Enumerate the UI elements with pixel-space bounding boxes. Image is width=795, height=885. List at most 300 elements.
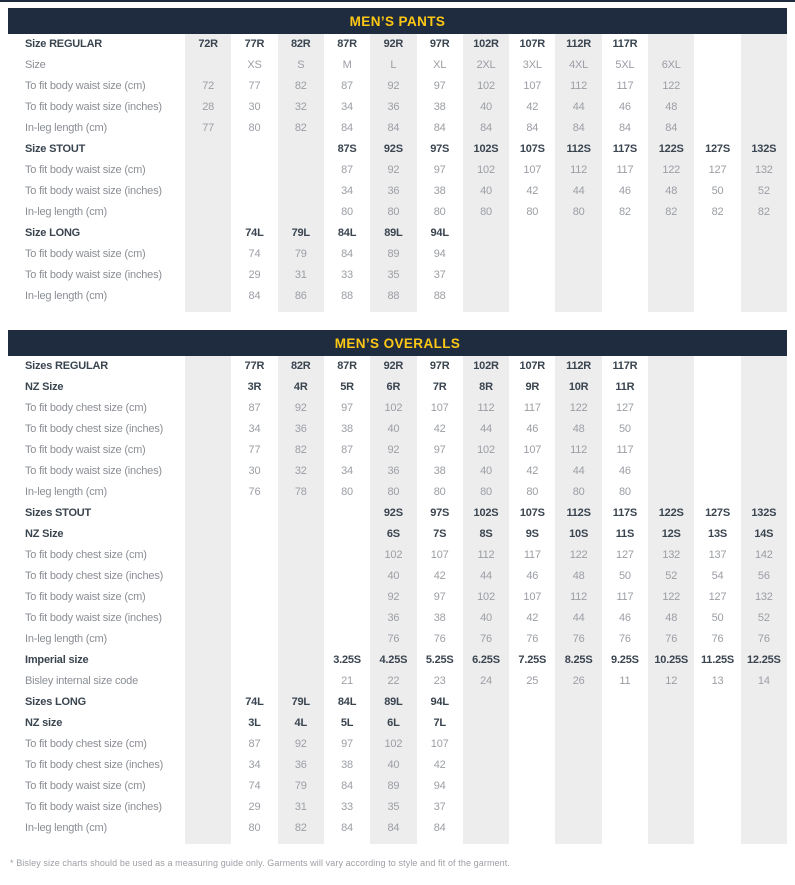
table-spacer <box>694 307 740 312</box>
table-cell: 32 <box>278 97 324 118</box>
table-cell: 112R <box>555 356 601 377</box>
table-cell: 46 <box>618 101 631 113</box>
table-cell: M <box>342 59 352 71</box>
table-cell: 40 <box>370 755 416 776</box>
table-cell <box>231 545 277 566</box>
table-cell: 92S <box>370 139 416 160</box>
table-cell: 40 <box>463 461 509 482</box>
table-cell: 122 <box>648 587 694 608</box>
table-cell: 112S <box>555 503 601 524</box>
table-cell: 94L <box>430 227 449 239</box>
table-cell <box>648 440 694 461</box>
table-cell: 80 <box>526 486 539 498</box>
table-cell: 76 <box>463 629 509 650</box>
row-label: To fit body chest size (cm) <box>25 402 147 414</box>
table-cell <box>185 608 231 629</box>
table-cell: 87 <box>248 402 261 414</box>
table-cell: 107R <box>519 360 546 372</box>
table-cell: 102 <box>463 440 509 461</box>
table-cell <box>648 223 694 244</box>
table-cell: 122 <box>555 545 601 566</box>
table-cell: 97S <box>430 143 450 155</box>
table-cell: 12.25S <box>741 650 787 671</box>
table-cell: 82 <box>741 202 787 223</box>
table-cell: 107 <box>430 549 449 561</box>
row-label: In-leg length (cm) <box>25 633 107 645</box>
table-cell: 6L <box>370 713 416 734</box>
table-cell: 40 <box>370 419 416 440</box>
table-spacer <box>602 839 648 844</box>
table-cell: 92 <box>370 440 416 461</box>
table-cell: 5R <box>340 381 354 393</box>
table-cell: 37 <box>433 269 446 281</box>
table-cell: 87R <box>337 38 357 50</box>
table-cell <box>694 34 740 55</box>
table-cell <box>278 650 324 671</box>
table-cell <box>185 734 231 755</box>
table-cell <box>463 776 509 797</box>
table-cell <box>463 797 509 818</box>
table-cell <box>648 755 694 776</box>
table-cell: 25 <box>526 675 539 687</box>
table-cell: 6.25S <box>463 650 509 671</box>
table-cell <box>694 118 740 139</box>
table-cell <box>278 202 324 223</box>
table-cell <box>185 440 231 461</box>
table-cell: 107 <box>430 738 449 750</box>
table-cell: 76 <box>370 629 416 650</box>
row-label: In-leg length (cm) <box>25 122 107 134</box>
table-cell <box>324 503 370 524</box>
table-cell: 107 <box>523 164 542 176</box>
table-cell: 24 <box>463 671 509 692</box>
table-title-bar <box>8 8 787 34</box>
table-cell: 11S <box>615 528 635 540</box>
table-cell <box>185 55 231 76</box>
table-cell: 11R <box>615 381 635 393</box>
table-cell <box>741 482 787 503</box>
table-cell: 13 <box>711 675 724 687</box>
row-label: To fit body waist size (inches) <box>25 185 162 197</box>
table-cell <box>694 419 740 440</box>
table-cell: 84 <box>248 290 261 302</box>
table-cell <box>509 692 555 713</box>
table-cell: 14S <box>741 524 787 545</box>
table-cell <box>185 566 231 587</box>
table-cell <box>694 776 740 797</box>
table-spacer <box>231 307 277 312</box>
table-cell <box>555 713 601 734</box>
row-label: To fit body waist size (cm) <box>25 80 146 92</box>
table-cell <box>741 118 787 139</box>
row-label: Size LONG <box>25 227 81 239</box>
row-label: To fit body waist size (cm) <box>25 444 146 456</box>
table-cell <box>648 419 694 440</box>
table-cell: 87 <box>341 80 353 92</box>
table-cell <box>185 461 231 482</box>
table-cell: 8.25S <box>555 650 601 671</box>
table-cell: 82 <box>648 202 694 223</box>
table-cell <box>463 286 509 307</box>
table-cell: 4R <box>278 377 324 398</box>
table-cell: 42 <box>433 759 446 771</box>
table-cell: 82 <box>618 206 631 218</box>
table-cell: 3.25S <box>333 654 361 666</box>
table-cell <box>509 776 555 797</box>
table-cell: 36 <box>370 181 416 202</box>
table-spacer <box>324 307 370 312</box>
table-cell: 102 <box>463 160 509 181</box>
table-cell: 88 <box>341 290 353 302</box>
table-cell: 107 <box>523 444 542 456</box>
table-cell: 117R <box>612 38 638 50</box>
table-cell <box>741 286 787 307</box>
table-cell <box>185 776 231 797</box>
table-cell: 50 <box>618 570 631 582</box>
table-cell <box>741 461 787 482</box>
table-cell: 50 <box>618 423 631 435</box>
row-label: To fit body waist size (cm) <box>25 248 146 260</box>
table-cell: 7.25S <box>518 654 547 666</box>
table-cell: 32 <box>278 461 324 482</box>
table-cell: 97 <box>433 591 446 603</box>
table-cell <box>231 524 277 545</box>
table-cell: 79L <box>278 692 324 713</box>
table-cell <box>185 160 231 181</box>
table-cell: 112S <box>555 139 601 160</box>
table-cell <box>185 377 231 398</box>
table-cell <box>509 244 555 265</box>
table-cell <box>509 265 555 286</box>
table-cell: 42 <box>526 465 539 477</box>
table-cell: 23 <box>433 675 446 687</box>
table-cell <box>602 223 648 244</box>
row-label: NZ Size <box>25 381 64 393</box>
table-cell <box>694 356 740 377</box>
table-spacer <box>741 839 787 844</box>
table-cell: 46 <box>618 185 631 197</box>
table-cell: 12 <box>648 671 694 692</box>
table-cell: 80 <box>463 202 509 223</box>
table-cell <box>694 244 740 265</box>
table-title: MEN’S OVERALLS <box>334 335 461 351</box>
table-cell <box>648 734 694 755</box>
table-cell: 9S <box>525 528 539 540</box>
table-cell: 40 <box>463 608 509 629</box>
row-label: Sizes LONG <box>25 696 86 708</box>
row-label: In-leg length (cm) <box>25 822 107 834</box>
table-cell: 50 <box>711 612 724 624</box>
row-label: To fit body waist size (cm) <box>25 164 146 176</box>
row-label: Size <box>25 59 46 71</box>
table-cell: 77 <box>248 444 261 456</box>
table-cell: 89 <box>370 244 416 265</box>
table-cell: 84 <box>555 118 601 139</box>
table-cell <box>463 818 509 839</box>
table-cell <box>185 139 231 160</box>
table-cell <box>185 650 231 671</box>
table-cell <box>185 818 231 839</box>
table-cell <box>231 181 277 202</box>
table-cell: 77 <box>185 118 231 139</box>
row-label: To fit body waist size (cm) <box>25 591 146 603</box>
table-cell <box>741 692 787 713</box>
table-cell: 74 <box>248 248 261 260</box>
table-cell: 92S <box>370 503 416 524</box>
table-cell: 82R <box>278 34 324 55</box>
table-cell: 97R <box>429 360 450 372</box>
table-cell <box>278 629 324 650</box>
table-cell <box>602 755 648 776</box>
table-cell: 33 <box>341 269 353 281</box>
table-cell: XS <box>247 59 262 71</box>
row-label: Bisley internal size code <box>25 675 139 687</box>
table-cell <box>694 223 740 244</box>
table-cell: 107S <box>519 507 545 519</box>
table-cell: 9.25S <box>611 654 639 666</box>
table-cell <box>741 755 787 776</box>
table-cell: 28 <box>185 97 231 118</box>
table-cell <box>185 587 231 608</box>
row-label: To fit body chest size (cm) <box>25 738 147 750</box>
table-spacer <box>741 307 787 312</box>
table-cell <box>324 566 370 587</box>
table-cell <box>648 34 694 55</box>
table-cell: 92R <box>370 356 416 377</box>
table-cell: 92R <box>370 34 416 55</box>
table-cell: 56 <box>741 566 787 587</box>
table-cell: 92 <box>370 587 416 608</box>
table-cell: 79L <box>278 223 324 244</box>
table-cell <box>324 524 370 545</box>
table-spacer <box>8 307 185 312</box>
table-spacer <box>8 839 185 844</box>
table-cell: 5.25S <box>425 654 454 666</box>
table-cell: 127 <box>616 402 634 414</box>
table-cell <box>324 629 370 650</box>
table-cell: 84 <box>433 822 446 834</box>
row-label: To fit body waist size (inches) <box>25 101 162 113</box>
table-cell: 48 <box>555 419 601 440</box>
table-cell <box>185 692 231 713</box>
table-cell: 84 <box>341 822 353 834</box>
table-cell: 22 <box>370 671 416 692</box>
table-cell <box>555 286 601 307</box>
table-cell: 46 <box>526 423 539 435</box>
table-cell <box>555 818 601 839</box>
table-title: MEN’S PANTS <box>349 13 446 29</box>
table-cell: 122 <box>648 160 694 181</box>
table-cell <box>648 286 694 307</box>
table-cell: 29 <box>248 269 261 281</box>
table-cell: 97S <box>430 507 450 519</box>
table-cell: 31 <box>278 265 324 286</box>
table-cell <box>694 692 740 713</box>
table-spacer <box>324 839 370 844</box>
table-cell <box>555 755 601 776</box>
table-cell: 44 <box>463 566 509 587</box>
table-spacer <box>602 307 648 312</box>
table-cell: 80 <box>433 206 446 218</box>
table-cell <box>185 419 231 440</box>
table-cell: 87 <box>341 164 353 176</box>
table-cell: 80 <box>526 206 539 218</box>
table-cell <box>185 713 231 734</box>
table-cell <box>602 244 648 265</box>
table-cell: 29 <box>248 801 261 813</box>
table-cell <box>185 545 231 566</box>
table-cell <box>555 797 601 818</box>
table-cell: 44 <box>555 461 601 482</box>
table-cell: 37 <box>433 801 446 813</box>
table-cell: 132S <box>741 503 787 524</box>
table-cell: 84 <box>370 118 416 139</box>
table-cell: 112 <box>463 398 509 419</box>
row-label: To fit body chest size (cm) <box>25 549 147 561</box>
table-cell: 76 <box>618 633 631 645</box>
table-spacer <box>231 839 277 844</box>
table-cell: 84 <box>341 122 353 134</box>
table-spacer <box>694 839 740 844</box>
table-cell: 122S <box>648 139 694 160</box>
row-label: To fit body waist size (inches) <box>25 612 162 624</box>
table-cell <box>185 797 231 818</box>
table-cell <box>185 265 231 286</box>
table-cell <box>741 55 787 76</box>
table-cell <box>648 692 694 713</box>
table-cell <box>278 160 324 181</box>
table-cell: 7L <box>433 717 446 729</box>
table-spacer <box>648 839 694 844</box>
table-cell <box>185 482 231 503</box>
table-cell: 117 <box>616 591 634 603</box>
table-title-bar <box>8 330 787 356</box>
table-cell: 80 <box>248 122 261 134</box>
table-cell: 8S <box>463 524 509 545</box>
table-cell: 11.25S <box>701 654 735 666</box>
table-cell <box>741 797 787 818</box>
table-spacer <box>370 839 416 844</box>
table-spacer <box>278 307 324 312</box>
table-cell: 44 <box>555 181 601 202</box>
table-cell: 77R <box>244 360 265 372</box>
table-cell <box>741 223 787 244</box>
table-cell <box>648 797 694 818</box>
table-cell: 34 <box>341 101 353 113</box>
table-cell: 31 <box>278 797 324 818</box>
row-label: To fit body waist size (inches) <box>25 269 162 281</box>
table-spacer <box>555 839 601 844</box>
row-label: Imperial size <box>25 654 89 666</box>
table-cell <box>324 608 370 629</box>
table-cell: 77R <box>244 38 265 50</box>
table-cell <box>741 377 787 398</box>
table-cell <box>648 398 694 419</box>
table-cell: 42 <box>433 423 446 435</box>
table-cell: 89L <box>370 692 416 713</box>
table-cell: 76 <box>526 633 539 645</box>
table-cell <box>185 244 231 265</box>
table-cell: 6R <box>370 377 416 398</box>
table-cell: 10S <box>555 524 601 545</box>
table-cell <box>741 34 787 55</box>
table-cell: 78 <box>278 482 324 503</box>
table-cell: 42 <box>526 612 539 624</box>
table-cell: 4L <box>278 713 324 734</box>
table-cell <box>463 734 509 755</box>
table-cell: 112 <box>555 160 601 181</box>
table-cell <box>694 55 740 76</box>
table-cell: 9R <box>525 381 540 393</box>
table-cell: XL <box>433 59 447 71</box>
table-cell <box>463 692 509 713</box>
table-cell: 46 <box>526 570 539 582</box>
table-cell: 42 <box>526 185 539 197</box>
table-spacer <box>648 307 694 312</box>
table-cell <box>231 160 277 181</box>
table-cell: 4XL <box>555 55 601 76</box>
table-cell: 97R <box>429 38 450 50</box>
table-cell <box>694 286 740 307</box>
table-cell <box>555 265 601 286</box>
table-cell: 127 <box>708 591 727 603</box>
table-spacer <box>370 307 416 312</box>
table-cell: 38 <box>341 759 353 771</box>
table-cell <box>509 713 555 734</box>
table-cell <box>694 734 740 755</box>
table-cell <box>231 629 277 650</box>
table-cell <box>463 265 509 286</box>
table-cell <box>185 398 231 419</box>
table-cell: 122 <box>648 76 694 97</box>
table-cell <box>694 76 740 97</box>
table-cell <box>555 244 601 265</box>
table-cell: L <box>370 55 416 76</box>
table-spacer <box>417 839 463 844</box>
table-cell <box>741 440 787 461</box>
row-label: To fit body chest size (inches) <box>25 423 164 435</box>
table-cell <box>648 265 694 286</box>
table-cell: 48 <box>648 608 694 629</box>
table-cell: 12S <box>648 524 694 545</box>
table-cell <box>278 671 324 692</box>
table-cell: 112 <box>555 587 601 608</box>
table-cell <box>509 755 555 776</box>
table-cell: 102S <box>463 139 509 160</box>
table-cell: 7S <box>433 528 447 540</box>
table-cell <box>509 797 555 818</box>
table-cell <box>324 545 370 566</box>
table-cell: 80 <box>618 486 631 498</box>
table-cell: 117S <box>612 507 638 519</box>
table-cell <box>555 776 601 797</box>
table-cell: 3XL <box>522 59 542 71</box>
table-cell: 35 <box>370 265 416 286</box>
table-cell: 76 <box>433 633 446 645</box>
table-cell <box>555 734 601 755</box>
table-cell: 82 <box>711 206 724 218</box>
table-grid <box>8 356 787 844</box>
table-cell: 6S <box>370 524 416 545</box>
table-cell: 46 <box>618 612 631 624</box>
table-cell: 76 <box>555 629 601 650</box>
table-cell <box>694 97 740 118</box>
table-cell: 127S <box>705 507 730 519</box>
table-cell: 38 <box>433 612 446 624</box>
table-cell <box>602 734 648 755</box>
table-cell: 38 <box>433 185 446 197</box>
table-cell: 102 <box>370 545 416 566</box>
